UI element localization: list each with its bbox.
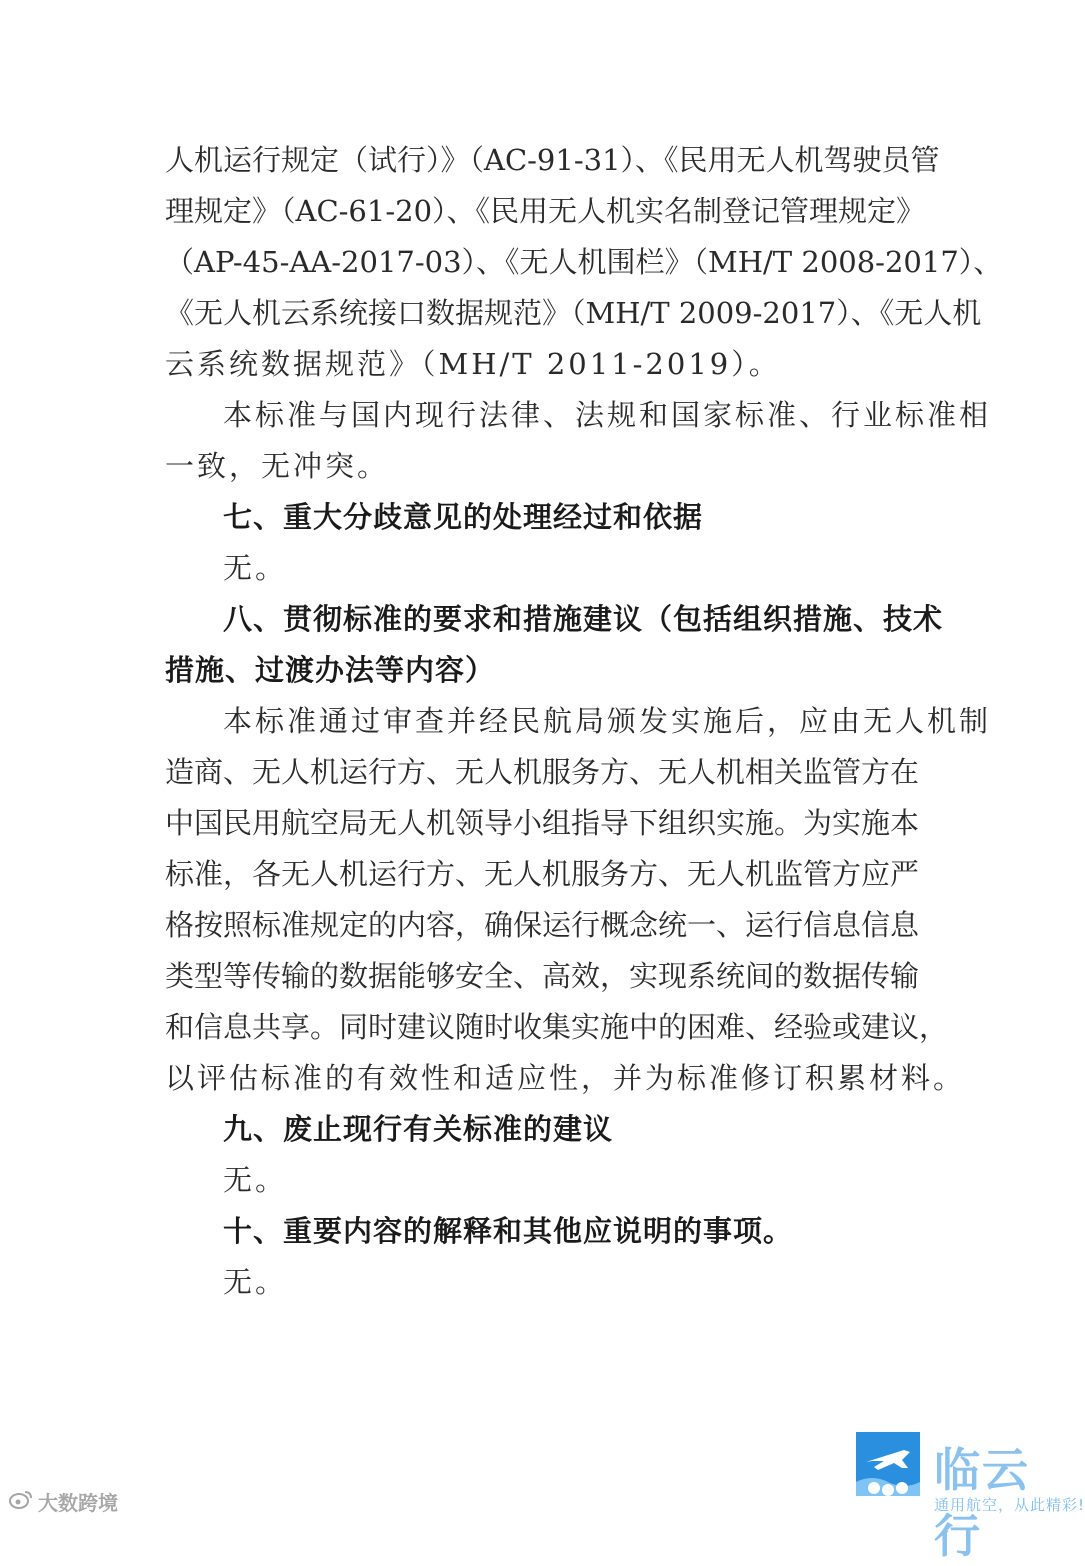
airplane-logo-icon: [856, 1432, 920, 1496]
document-body: [165, 135, 1003, 1308]
section-heading-7: 七、重大分歧意见的处理经过和依据: [223, 500, 704, 534]
weibo-watermark: [8, 1486, 118, 1516]
section-heading-9: 九、废止现行有关标准的建议: [223, 1112, 614, 1146]
brand-name: 临云行: [934, 1443, 1030, 1563]
section-heading-10: 十、重要内容的解释和其他应说明的事项。: [223, 1214, 794, 1248]
paragraph-line: 理规定》（AC-61-20）、《民用无人机实名制登记管理规定》: [165, 194, 926, 228]
paragraph-line: 云系统数据规范》（MH/T 2011-2019）。: [165, 347, 781, 381]
paragraph-line: 格按照标准规定的内容，确保运行概念统一、运行信息信息: [165, 908, 920, 942]
section-heading-8: 八、贯彻标准的要求和措施建议（包括组织措施、技术: [223, 602, 944, 636]
paragraph-line: 人机运行规定（试行）》（AC-91-31）、《民用无人机驾驶员管: [165, 143, 940, 177]
paragraph-line: 无。: [223, 1163, 288, 1197]
paragraph-line: 以评估标准的有效性和适应性，并为标准修订积累材料。: [165, 1061, 966, 1095]
paragraph-line: 本标准与国内现行法律、法规和国家标准、行业标准相: [223, 398, 992, 432]
paragraph-line: 本标准通过审查并经民航局颁发实施后，应由无人机制: [223, 704, 992, 738]
brand-slogan: 通用航空，从此精彩!: [934, 1496, 1085, 1514]
weibo-icon: [8, 1488, 34, 1515]
paragraph-line: 标准，各无人机运行方、无人机服务方、无人机监管方应严: [165, 857, 920, 891]
paragraph-line: 类型等传输的数据能够安全、高效，实现系统间的数据传输: [165, 959, 920, 993]
watermark-text: 大数跨境: [38, 1490, 118, 1515]
paragraph-line: 造商、无人机运行方、无人机服务方、无人机相关监管方在: [165, 755, 920, 789]
paragraph-line: （AP-45-AA-2017-03）、《无人机围栏》（MH/T 2008-2017）、: [165, 245, 1003, 279]
paragraph-line: 《无人机云系统接口数据规范》（MH/T 2009-2017）、《无人机: [165, 296, 982, 330]
paragraph-line: 一致，无冲突。: [165, 449, 390, 483]
section-heading-8-cont: 措施、过渡办法等内容）: [165, 653, 496, 687]
paragraph-line: 中国民用航空局无人机领导小组指导下组织实施。为实施本: [165, 806, 920, 840]
paragraph-line: 和信息共享。同时建议随时收集实施中的困难、经验或建议，: [165, 1010, 949, 1044]
paragraph-line: 无。: [223, 1265, 288, 1299]
paragraph-line: 无。: [223, 551, 288, 585]
brand-watermark: [850, 1432, 1085, 1563]
